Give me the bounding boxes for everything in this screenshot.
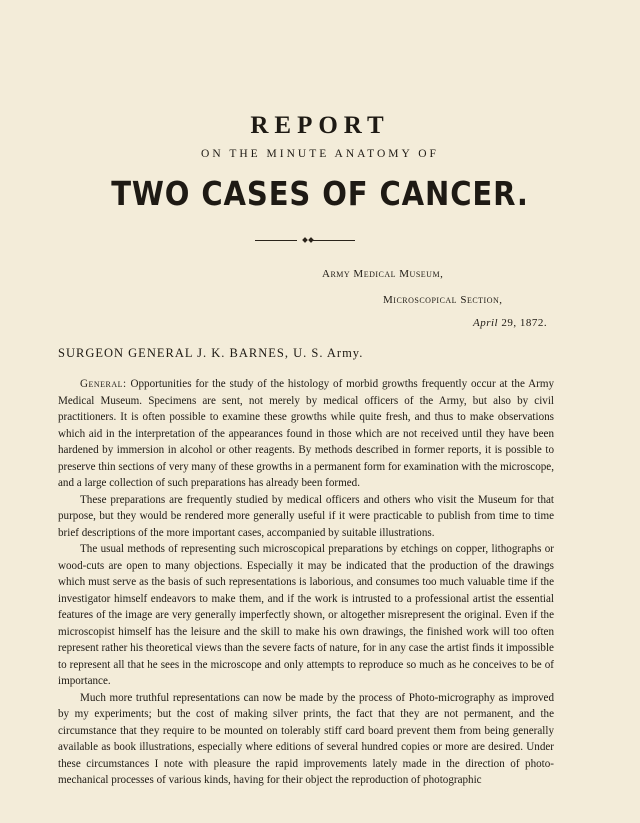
paragraph-text: Opportunities for the study of the histology of morbid growths frequently occur at the Army Medical Museum. Specimens are sent, not merely by medical officers of the Army, but also by civil practitioners. It is often possible to examine these growths while quite fresh, and thus to make observations which aid in the interpretation of the appearances found in those which are not received until they have been hardened by immersion in alcohol or other reagents. By methods described in former reports, it is possible to preserve thin sections of very many of these growths in a permanent form for examination with the microscope, and a large collection of such preparations has already been formed. xyxy=(58,378,554,489)
paragraph xyxy=(58,376,554,492)
address-month: April xyxy=(473,317,499,329)
paragraph-lead: General: xyxy=(80,378,127,390)
address-line-1: Army Medical Museum, xyxy=(322,268,444,280)
paragraph xyxy=(58,541,554,690)
ornament-line-right xyxy=(313,240,355,241)
paragraph xyxy=(58,492,554,542)
report-heading: REPORT xyxy=(250,112,390,139)
body-text xyxy=(58,376,554,789)
report-subtitle: ON THE MINUTE ANATOMY OF xyxy=(201,148,439,160)
ornament-line-left xyxy=(255,240,297,241)
salutation: SURGEON GENERAL J. K. BARNES, U. S. Army. xyxy=(58,346,364,360)
address-day-year: 29, 1872. xyxy=(498,317,548,329)
paragraph-text: These preparations are frequently studied by medical officers and others who visit the Museum for that purpose, but they would be rendered more generally useful if it were practicable to publish from time to time brief descriptions of the more important cases, accompanied by suitable illustrations. xyxy=(58,493,554,539)
address-date xyxy=(473,317,547,329)
paragraph xyxy=(58,690,554,789)
paragraph-text: Much more truthful representations can now be made by the process of Photo-micrography as improved by my experiments; but the cost of making silver prints, the fact that they are not permanent, and the circumstance that they require to be mounted on tolerably stiff card board prevent them from being generally available as book illustrations, especially where editions of several hundred copies or more are desired. Under these circumstances I note with pleasure the rapid improvements lately made in the direction of photo-mechanical processes of various kinds, having for their object the reproduction of photographic xyxy=(58,691,554,786)
main-title: TWO CASES OF CANCER. xyxy=(111,174,529,213)
ornament-rule xyxy=(255,238,355,244)
paragraph-text: The usual methods of representing such microscopical preparations by etchings on copper, lithographs or wood-cuts are open to many objections. Especially it may be indicated that the production of the drawings which must serve as the basis of such representations is laborious, and consumes too much valuable time if the investigator himself endeavors to make them, and if the work is intrusted to a professional artist the essential features of the image are very generally imperfectly shown, or altogether misrepresent the original. Even if the microscopist himself has the leisure and the skill to make his own drawings, the finished work will too often represent rather his theoretical views than the severe facts of nature, for in any case the artist finds it impossible to represent all that he sees in the microscope and only attempts to reproduce so much as he conceives to be of importance. xyxy=(58,543,554,687)
ornament-dot xyxy=(302,237,308,243)
address-line-2: Microscopical Section, xyxy=(383,294,503,306)
